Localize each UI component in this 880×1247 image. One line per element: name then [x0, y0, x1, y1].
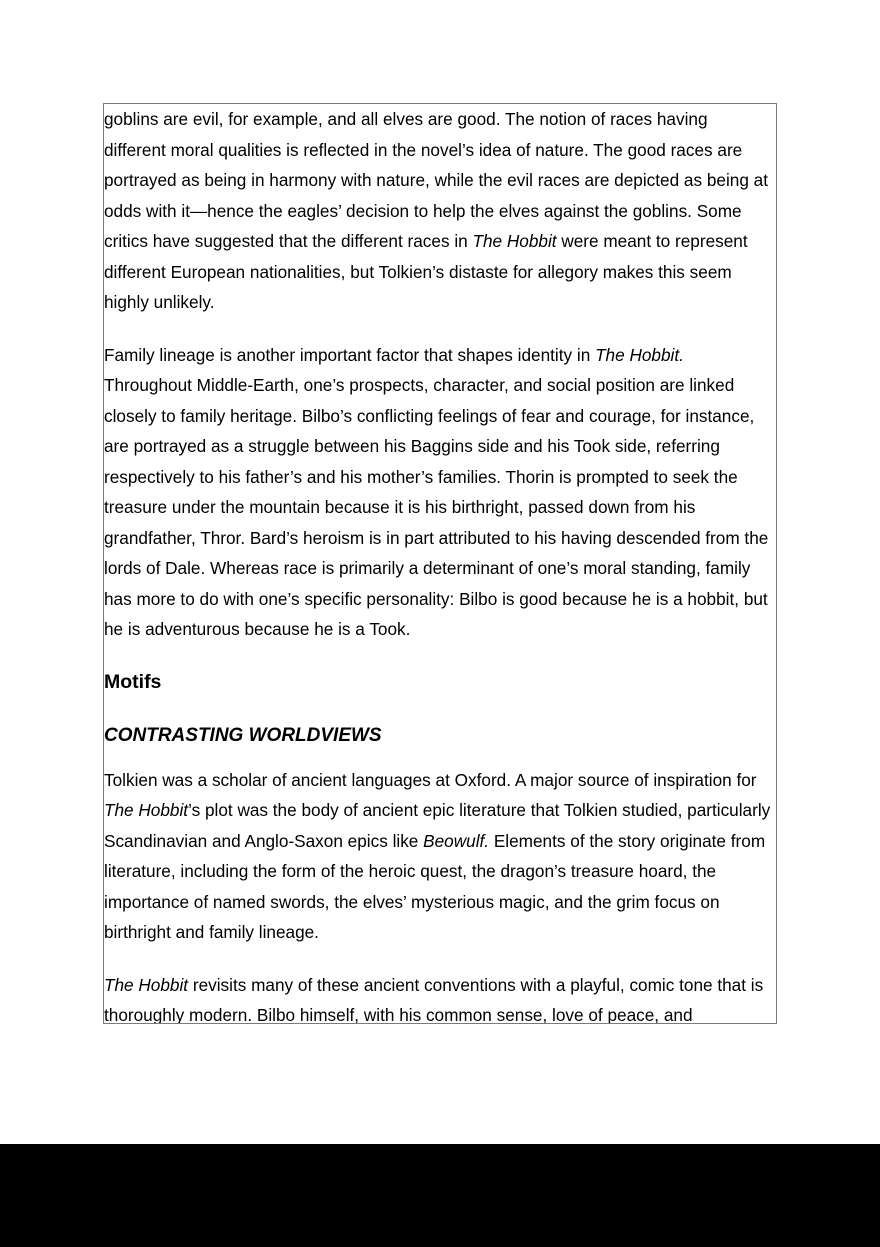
text-line: [104, 165, 777, 196]
section-heading-motifs: Motifs: [104, 670, 162, 693]
heading-spacer: [104, 751, 777, 765]
text-line: [104, 492, 777, 523]
text-run: are portrayed as a struggle between his Baggins side and his Took side, referring: [104, 436, 720, 456]
text-line: [104, 462, 777, 493]
text-line: [104, 431, 777, 462]
text-line: [104, 795, 777, 826]
bottom-black-band: [0, 1144, 880, 1247]
text-run: treasure under the mountain because it is his birthright, passed down from his: [104, 497, 696, 517]
text-line: [104, 1000, 777, 1024]
text-run: importance of named swords, the elves’ mysterious magic, and the grim focus on: [104, 891, 720, 912]
section-spacer: [104, 645, 777, 667]
italic-title-text: Beowulf.: [423, 830, 490, 851]
text-run: highly unlikely.: [104, 292, 215, 312]
text-line: [104, 856, 777, 887]
text-content: [104, 104, 777, 1024]
text-line: [104, 614, 777, 645]
paragraph-races: [104, 104, 777, 318]
text-run: Scandinavian and Anglo-Saxon epics like: [104, 830, 424, 851]
subsection-heading-contrasting-worldviews: CONTRASTING WORLDVIEWS: [104, 724, 382, 746]
text-line: [104, 104, 777, 135]
text-run: revisits many of these ancient conventions with a playful, comic tone that is: [188, 974, 764, 995]
text-line: [104, 970, 777, 1001]
text-line: [104, 226, 777, 257]
text-run: ’s plot was the body of ancient epic literature that Tolkien studied, particularly: [188, 800, 771, 820]
text-run: portrayed as being in harmony with nature, while the evil races are depicted as being at: [104, 170, 769, 190]
text-run: lords of Dale. Whereas race is primarily a determinant of one’s moral standing, family: [104, 558, 751, 578]
text-line: [104, 584, 777, 615]
text-run: has more to do with one’s specific personality: Bilbo is good because he is a hobbit, but: [104, 588, 768, 609]
text-line: [104, 257, 777, 288]
text-run: different moral qualities is reflected in the novel’s idea of nature. The good races are: [104, 139, 743, 160]
italic-title-text: The Hobbit.: [595, 344, 684, 365]
text-line: [104, 340, 777, 371]
text-line: [104, 553, 777, 584]
paragraph-revisits-conventions: [104, 970, 777, 1025]
text-line: [104, 826, 777, 857]
text-run: closely to family heritage. Bilbo’s conflicting feelings of fear and courage, for instance,: [104, 405, 755, 426]
text-run: Family lineage is another important factor that shapes identity in: [104, 344, 596, 365]
text-run: Elements of the story originate from: [489, 830, 766, 851]
text-run: were meant to represent: [556, 231, 748, 251]
text-frame: [103, 103, 777, 1024]
text-run: grandfather, Thror. Bard’s heroism is in part attributed to his having descended from the: [104, 527, 769, 548]
heading-spacer: [104, 697, 777, 721]
italic-title-text: The Hobbit: [104, 800, 189, 820]
text-run: literature, including the form of the heroic quest, the dragon’s treasure hoard, the: [104, 861, 717, 881]
paragraph-spacer: [104, 948, 777, 970]
text-run: critics have suggested that the different races in: [104, 231, 473, 251]
text-line: [104, 523, 777, 554]
text-line: [104, 135, 777, 166]
text-run: respectively to his father’s and his mother’s families. Thorin is prompted to seek the: [104, 466, 738, 487]
text-run: Throughout Middle-Earth, one’s prospects, character, and social position are linked: [104, 375, 735, 395]
italic-title-text: The Hobbit: [104, 974, 189, 995]
text-line: [104, 765, 777, 796]
text-run: different European nationalities, but Tolkien’s distaste for allegory makes this seem: [104, 261, 732, 282]
text-line: [104, 917, 777, 948]
text-run: he is adventurous because he is a Took.: [104, 619, 411, 639]
text-run: thoroughly modern. Bilbo himself, with his common sense, love of peace, and: [104, 1005, 693, 1024]
text-run: birthright and family lineage.: [104, 922, 319, 942]
paragraph-spacer: [104, 318, 777, 340]
paragraph-tolkien-scholar: [104, 765, 777, 948]
italic-title-text: The Hobbit: [472, 231, 557, 251]
text-line: [104, 370, 777, 401]
text-line: [104, 287, 777, 318]
paragraph-family-lineage: [104, 340, 777, 645]
text-run: odds with it—hence the eagles’ decision to help the elves against the goblins. Some: [104, 200, 742, 221]
text-line: [104, 401, 777, 432]
text-run: Tolkien was a scholar of ancient languages at Oxford. A major source of inspiration for: [104, 769, 757, 790]
text-run: goblins are evil, for example, and all elves are good. The notion of races having: [104, 109, 708, 129]
text-line: [104, 196, 777, 227]
text-line: [104, 887, 777, 918]
